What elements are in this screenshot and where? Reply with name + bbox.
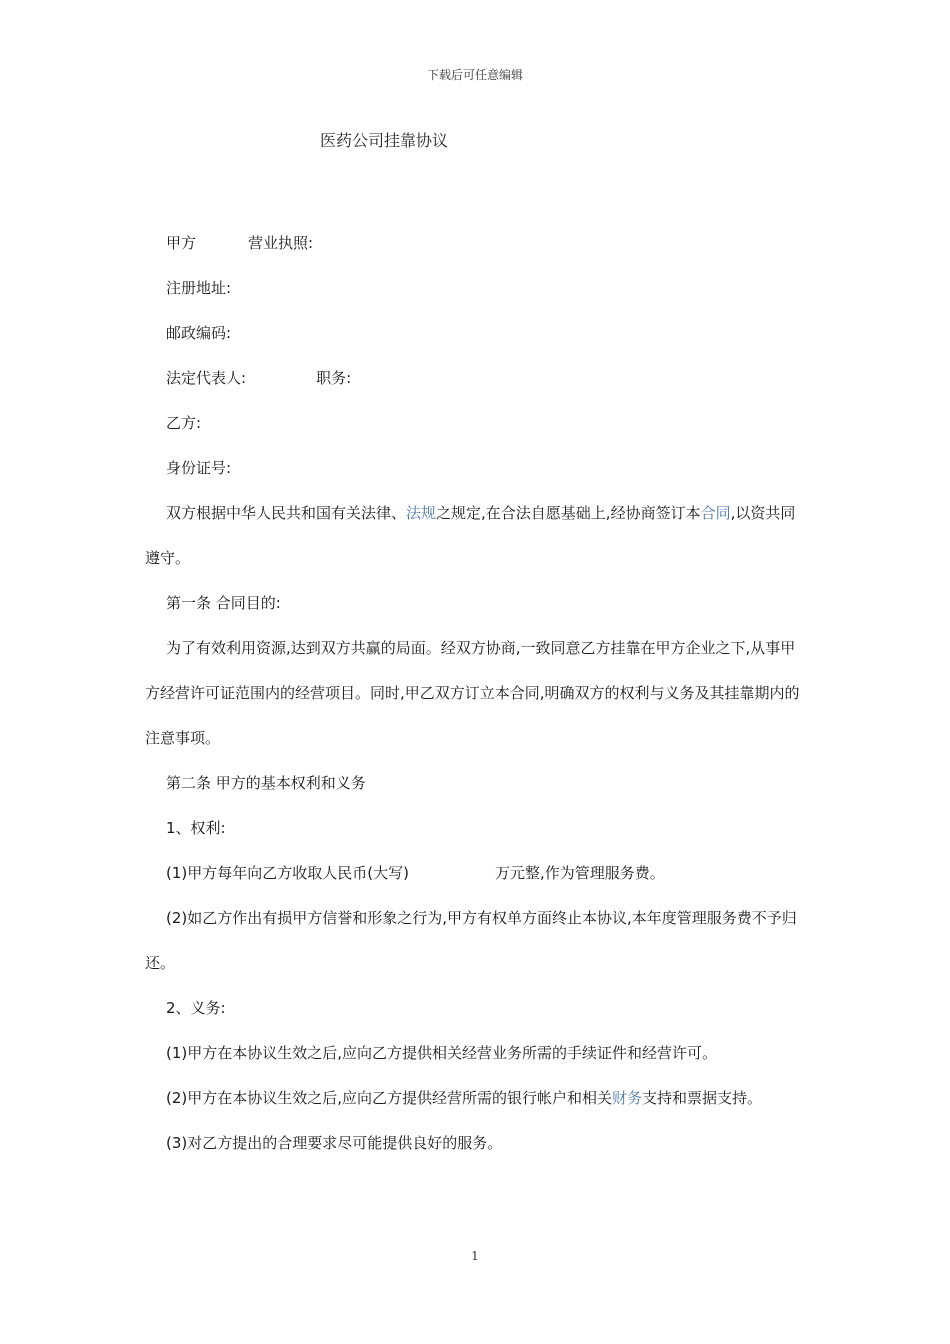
right1-text-1: (1)甲方每年向乙方收取人民币(大写): [166, 864, 409, 882]
link-contract[interactable]: 合同: [700, 504, 731, 522]
duty-item-2: [145, 1076, 805, 1121]
right-item-2: (2)如乙方作出有损甲方信誉和形象之行为,甲方有权单方面终止本协议,本年度管理服务费不予归还。: [145, 909, 797, 972]
article2-title: 第二条 甲方的基本权利和义务: [166, 774, 366, 792]
duty-item-1: (1)甲方在本协议生效之后,应向乙方提供相关经营业务所需的手续证件和经营许可。: [166, 1044, 718, 1062]
duty2-text-1: (2)甲方在本协议生效之后,应向乙方提供经营所需的银行帐户和相关: [166, 1089, 613, 1107]
intro-text-1: 双方根据中华人民共和国有关法律、: [166, 504, 407, 522]
legal-rep-line: [145, 356, 805, 401]
intro-text-2: 之规定,在合法自愿基础上,经协商签订本: [436, 504, 701, 522]
link-regulations[interactable]: 法规: [406, 504, 437, 522]
duty2-text-2: 支持和票据支持。: [642, 1089, 763, 1107]
intro-text-3: ,以资共同遵守。: [145, 504, 796, 567]
duties-title: 2、义务:: [166, 999, 226, 1017]
page-number: 1: [471, 1249, 479, 1263]
intro-paragraph: [145, 491, 805, 581]
duty-item-3: (3)对乙方提出的合理要求尽可能提供良好的服务。: [166, 1134, 503, 1152]
position-label: 职务:: [316, 369, 352, 387]
document-body: [145, 221, 805, 1166]
reg-address-line: 注册地址:: [166, 279, 232, 297]
page-header-note: 下载后可任意编辑: [426, 68, 523, 82]
id-line: 身份证号:: [166, 459, 232, 477]
right1-text-2: 万元整,作为管理服务费。: [494, 864, 665, 882]
article1-title: 第一条 合同目的:: [166, 594, 281, 612]
link-finance[interactable]: 财务: [612, 1089, 643, 1107]
party-a-label: 甲方: [166, 234, 197, 252]
right-item-1: [145, 851, 805, 896]
postcode-line: 邮政编码:: [166, 324, 232, 342]
rights-title: 1、权利:: [166, 819, 226, 837]
document-title: 医药公司挂靠协议: [320, 131, 449, 150]
license-label: 营业执照:: [248, 234, 314, 252]
article1-text: 为了有效利用资源,达到双方共赢的局面。经双方协商,一致同意乙方挂靠在甲方企业之下,从事甲方经营许可证范围内的经营项目。同时,甲乙双方订立本合同,明确双方的权利与义务及其挂靠期内的注意事项。: [145, 639, 800, 747]
legal-rep-label: 法定代表人:: [166, 369, 247, 387]
party-b-line: 乙方:: [166, 414, 202, 432]
party-a-line: [145, 221, 805, 266]
